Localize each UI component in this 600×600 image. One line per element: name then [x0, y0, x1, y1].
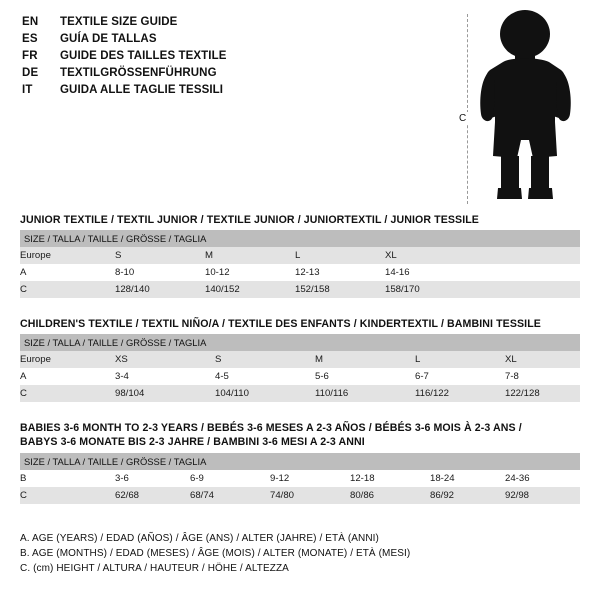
language-title: GUÍA DE TALLAS: [60, 33, 157, 45]
cell: XL: [385, 247, 475, 264]
language-title: TEXTILE SIZE GUIDE: [60, 16, 178, 28]
row-label: Europe: [20, 247, 115, 264]
language-row: [22, 31, 442, 48]
language-code: IT: [22, 84, 33, 96]
row-label: Europe: [20, 351, 115, 368]
cell: 74/80: [270, 487, 350, 504]
cell: 12-18: [350, 470, 430, 487]
cell: 140/152: [205, 281, 295, 298]
cell: 122/128: [505, 385, 580, 402]
cell: 92/98: [505, 487, 580, 504]
language-code: DE: [22, 67, 39, 79]
section-junior: [20, 214, 580, 298]
cell: 98/104: [115, 385, 215, 402]
table-row: [20, 281, 580, 298]
cell: 14-16: [385, 264, 475, 281]
cell: 8-10: [115, 264, 205, 281]
table-row: [20, 351, 580, 368]
cell: 18-24: [430, 470, 505, 487]
language-header: [22, 14, 442, 99]
language-title: GUIDE DES TAILLES TEXTILE: [60, 50, 227, 62]
measure-label-c: C: [459, 113, 467, 124]
section-title: CHILDREN'S TEXTILE / TEXTIL NIÑO/A / TEXTILE DES ENFANTS / KINDERTEXTIL / BAMBINI TESSILE: [20, 318, 541, 330]
cell: S: [115, 247, 205, 264]
cell: 62/68: [115, 487, 190, 504]
cell: [475, 264, 580, 281]
table-row: [20, 368, 580, 385]
toddler-silhouette-icon: [473, 8, 583, 208]
table-header-label: SIZE / TALLA / TAILLE / GRÖSSE / TAGLIA: [20, 230, 580, 247]
language-title: GUIDA ALLE TAGLIE TESSILI: [60, 84, 224, 96]
row-label: A: [20, 264, 115, 281]
table-row: [20, 385, 580, 402]
section-title: JUNIOR TEXTILE / TEXTIL JUNIOR / TEXTILE JUNIOR / JUNIORTEXTIL / JUNIOR TESSILE: [20, 214, 479, 226]
legend-line-b: B. AGE (MONTHS) / EDAD (MESES) / ÂGE (MOIS) / ALTER (MONATE) / ETÀ (MESI): [20, 548, 411, 559]
cell: 4-5: [215, 368, 315, 385]
junior-size-table: [20, 230, 580, 298]
cell: 12-13: [295, 264, 385, 281]
table-row: [20, 470, 580, 487]
cell: XS: [115, 351, 215, 368]
section-title-line: BABIES 3-6 MONTH TO 2-3 YEARS / BEBÉS 3-6 MESES A 2-3 AÑOS / BÉBÉS 3-6 MOIS À 2-3 ANS /: [20, 422, 522, 434]
table-row: [20, 487, 580, 504]
row-label: C: [20, 487, 115, 504]
language-row: [22, 65, 442, 82]
language-row: [22, 82, 442, 99]
cell: 5-6: [315, 368, 415, 385]
cell: 6-7: [415, 368, 505, 385]
children-size-table: [20, 334, 580, 402]
cell: 3-4: [115, 368, 215, 385]
cell: 6-9: [190, 470, 270, 487]
table-header-label: SIZE / TALLA / TAILLE / GRÖSSE / TAGLIA: [20, 334, 580, 351]
cell: S: [215, 351, 315, 368]
cell: 80/86: [350, 487, 430, 504]
cell: 3-6: [115, 470, 190, 487]
cell: M: [205, 247, 295, 264]
row-label: C: [20, 385, 115, 402]
cell: [475, 247, 580, 264]
cell: XL: [505, 351, 580, 368]
cell: 110/116: [315, 385, 415, 402]
cell: 10-12: [205, 264, 295, 281]
cell: 152/158: [295, 281, 385, 298]
cell: 86/92: [430, 487, 505, 504]
cell: 68/74: [190, 487, 270, 504]
language-row: [22, 14, 442, 31]
cell: 158/170: [385, 281, 475, 298]
table-header-row: [20, 334, 580, 351]
cell: M: [315, 351, 415, 368]
language-code: EN: [22, 16, 39, 28]
section-children: [20, 318, 580, 402]
table-header-row: [20, 453, 580, 470]
section-title: [20, 422, 580, 449]
language-row: [22, 48, 442, 65]
table-header-label: SIZE / TALLA / TAILLE / GRÖSSE / TAGLIA: [20, 453, 580, 470]
legend-line-a: A. AGE (YEARS) / EDAD (AÑOS) / ÂGE (ANS) / ALTER (JAHRE) / ETÀ (ANNI): [20, 533, 379, 544]
section-babies: [20, 422, 580, 504]
section-title-line: BABYS 3-6 MONATE BIS 2-3 JAHRE / BAMBINI 3-6 MESI A 2-3 ANNI: [20, 435, 365, 448]
row-label: B: [20, 470, 115, 487]
table-row: [20, 247, 580, 264]
babies-size-table: [20, 453, 580, 504]
cell: 9-12: [270, 470, 350, 487]
cell: [475, 281, 580, 298]
height-figure: [445, 8, 595, 208]
cell: 7-8: [505, 368, 580, 385]
cell: 24-36: [505, 470, 580, 487]
cell: 104/110: [215, 385, 315, 402]
legend-line-c: C. (cm) HEIGHT / ALTURA / HAUTEUR / HÖHE / ALTEZZA: [20, 563, 289, 574]
row-label: A: [20, 368, 115, 385]
row-label: C: [20, 281, 115, 298]
cell: 128/140: [115, 281, 205, 298]
table-header-row: [20, 230, 580, 247]
measure-dashed-line: [467, 14, 468, 204]
language-title: TEXTILGRÖSSENFÜHRUNG: [60, 67, 217, 79]
table-row: [20, 264, 580, 281]
cell: 116/122: [415, 385, 505, 402]
language-code: FR: [22, 50, 38, 62]
language-code: ES: [22, 33, 38, 45]
cell: L: [415, 351, 505, 368]
legend: [20, 531, 580, 576]
cell: L: [295, 247, 385, 264]
